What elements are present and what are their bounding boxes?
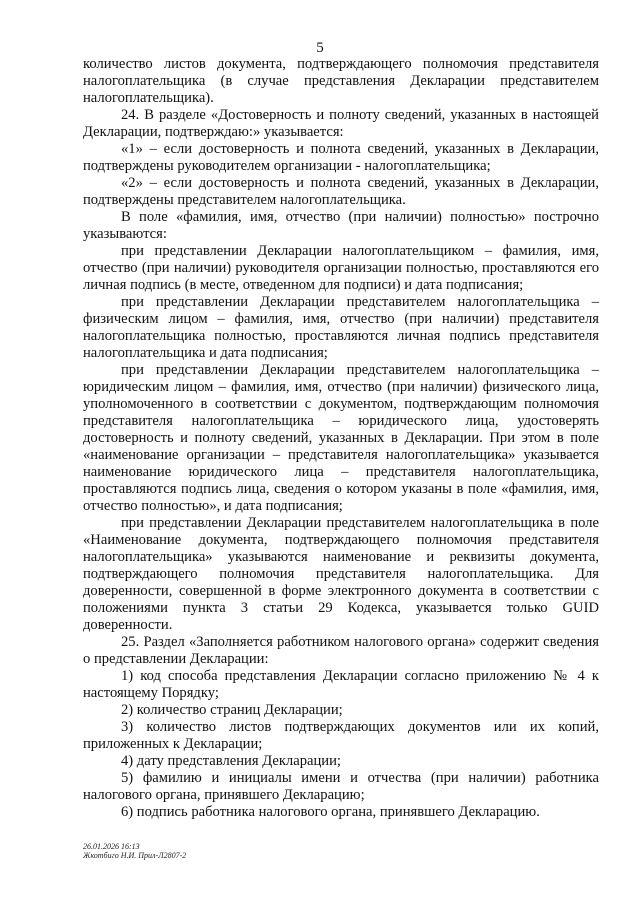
list-item-6: 6) подпись работника налогового органа, принявшего Декларацию. [121,804,540,820]
paragraph-legal-entity-representative: при представлении Декларации представителем налогоплательщика – юридическим лицом – фамилия, имя, отчество (при наличии) физического лица, уполномоченного в соответствии с документом, подтверждающим полномочия представителя налогоплательщика – юридического лица, удостоверять достоверность и полноту сведений, указанных в Декларации. При этом в поле «наименование организации – представителя налогоплательщика» указывается наименование юридического лица – представителя налогоплательщика, проставляются подпись лица, сведения о котором указаны в поле «фамилия, имя, отчество полностью», и дата подписания; [83,362,599,514]
list-item-1: 1) код способа представления Декларации согласно приложению № 4 к настоящему Порядку; [83,668,599,701]
paragraph-continuation: количество листов документа, подтверждающего полномочия представителя налогоплательщика (в случае представления Декларации представителем налогоплательщика). [83,56,599,106]
paragraph-item-24: 24. В разделе «Достоверность и полноту сведений, указанных в настоящей Декларации, подтверждаю:» указывается: [83,107,599,140]
page-number: 5 [316,40,324,56]
footer-date: 26.01.2026 16:13 [83,842,140,851]
paragraph-taxpayer-case: при представлении Декларации налогоплательщиком – фамилия, имя, отчество (при наличии) руководителя организации полностью, проставляются его личная подпись (в месте, отведенном для подписи) и дата подписания; [83,243,599,293]
paragraph-option-2: «2» – если достоверность и полнота сведений, указанных в Декларации, подтверждены представителем налогоплательщика. [83,175,599,208]
footer-stamp [83,842,186,860]
list-item-4: 4) дату представления Декларации; [121,753,341,769]
document-body [83,56,599,821]
paragraph-name-field: В поле «фамилия, имя, отчество (при наличии) полностью» построчно указываются: [83,209,599,242]
footer-reference: Жкотбиго Н.И. Прил-Л2807-2 [83,851,187,860]
paragraph-item-25: 25. Раздел «Заполняется работником налогового органа» содержит сведения о представлении Декларации: [83,634,599,667]
list-item-5: 5) фамилию и инициалы имени и отчества (при наличии) работника налогового органа, принявшего Декларацию; [83,770,599,803]
paragraph-option-1: «1» – если достоверность и полнота сведений, указанных в Декларации, подтверждены руководителем организации - налогоплательщика; [83,141,599,174]
paragraph-individual-representative: при представлении Декларации представителем налогоплательщика – физическим лицом – фамилия, имя, отчество (при наличии) представителя налогоплательщика полностью, проставляются личная подпись представителя налогоплательщика и дата подписания; [83,294,599,361]
list-item-3: 3) количество листов подтверждающих документов или их копий, приложенных к Декларации; [83,719,599,752]
paragraph-authority-document: при представлении Декларации представителем налогоплательщика в поле «Наименование документа, подтверждающего полномочия представителя налогоплательщика» указываются наименование и реквизиты документа, подтверждающего полномочия представителя налогоплательщика. Для доверенности, совершенной в форме электронного документа в соответствии с положениями пункта 3 статьи 29 Кодекса, указывается только GUID доверенности. [83,515,599,633]
list-item-2: 2) количество страниц Декларации; [121,702,343,718]
